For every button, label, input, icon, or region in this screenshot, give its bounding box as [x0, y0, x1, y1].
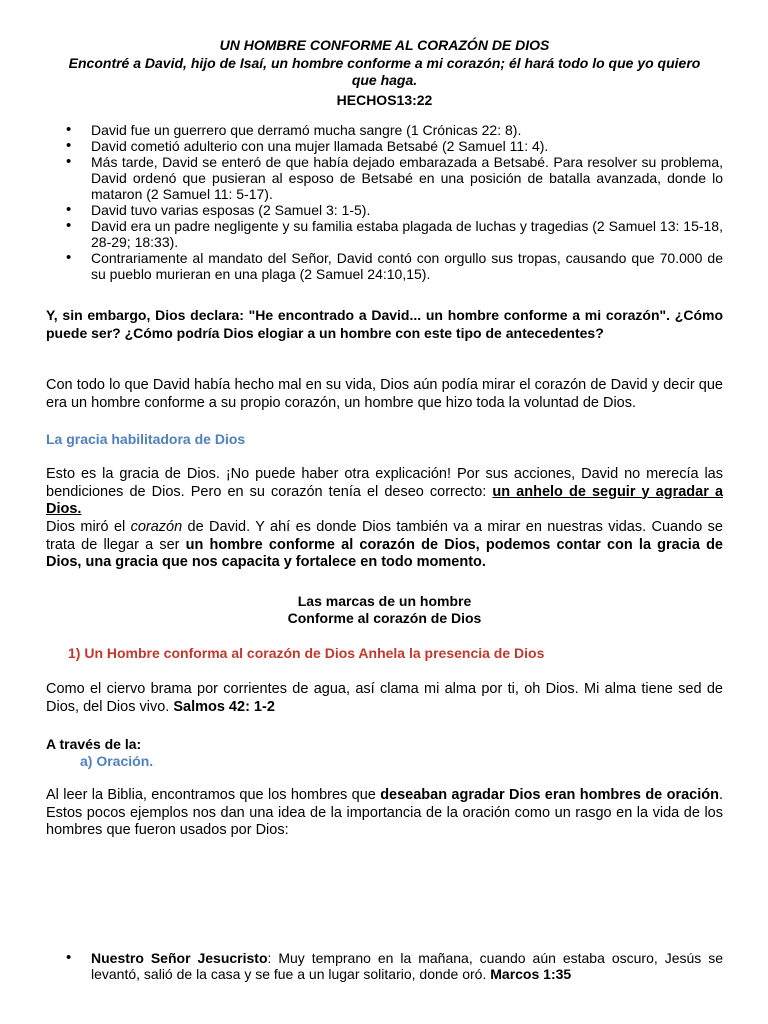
paragraph-text: de David. Y ahí es donde Dios también va a mirar en nuestras vidas. Cuando se trata de llegar a ser	[46, 519, 723, 553]
paragraph-prayer	[46, 787, 723, 840]
italic-word: corazón	[130, 519, 183, 535]
bold-text: un hombre conforme al corazón de Dios, podemos contar con la gracia de Dios, una gracia que nos capacita y fortalece en todo momento.	[46, 536, 723, 570]
document-title: UN HOMBRE CONFORME AL CORAZÓN DE DIOS	[219, 37, 550, 53]
question-paragraph: Y, sin embargo, Dios declara: "He encontrado a David... un hombre conforme a mi corazón". ¿Cómo puede ser? ¿Cómo podría Dios elogiar a un hombre con este tipo de antecedentes?	[46, 307, 723, 341]
paragraph-psalm	[46, 681, 723, 716]
list-item: • David tuvo varias esposas (2 Samuel 3: 1-5).	[46, 202, 723, 218]
paragraph-intro: Con todo lo que David había hecho mal en su vida, Dios aún podía mirar el corazón de David y decir que era un hombre conforme a su propio corazón, un hombre que hizo toda la voluntad de Dios.	[46, 377, 723, 411]
sub-heading-prayer: a) Oración.	[80, 753, 154, 769]
epigraph-reference: HECHOS13:22	[336, 92, 433, 108]
paragraph-text: Dios miró el	[46, 519, 131, 535]
list-item: • Más tarde, David se enteró de que había dejado embarazada a Betsabé. Para resolver su problema, David ordenó que pusieran al esposo de Betsabé en una posición de batalla avanzada, donde lo mataron (2 Samuel 11: 5-17).	[46, 154, 723, 202]
scripture-reference: Salmos 42: 1-2	[173, 698, 275, 715]
list-item: • David fue un guerrero que derramó mucha sangre (1 Crónicas 22: 8).	[46, 122, 723, 138]
list-item	[46, 950, 723, 982]
epigraph-quote: Encontré a David, hijo de Isaí, un hombre conforme a mi corazón; él hará todo lo que yo quiero que haga.	[68, 55, 701, 88]
example-list	[46, 950, 723, 982]
list-item: • Contrariamente al mandato del Señor, David contó con orgullo sus tropas, causando que 70.000 de su pueblo murieran en una plaga (2 Samuel 24:10,15).	[46, 250, 723, 282]
through-label: A través de la:	[46, 736, 142, 752]
example-text: : Muy temprano en la mañana, cuando aún estaba oscuro, Jesús se levantó, salió de la casa y se fue a un lugar solitario, donde oró.	[91, 950, 724, 982]
scripture-reference: Marcos 1:35	[490, 966, 572, 982]
marks-heading-line2: Conforme al corazón de Dios	[287, 610, 482, 626]
list-item: • David era un padre negligente y su familia estaba plagada de luchas y tragedias (2 Samuel 13: 15-18, 28-29; 18:33).	[46, 218, 723, 250]
paragraph-text: . Estos pocos ejemplos nos dan una idea de la importancia de la oración como un rasgo en la vida de los hombres que fueron usados por Dios:	[46, 787, 723, 838]
paragraph-text: Como el ciervo brama por corrientes de agua, así clama mi alma por ti, oh Dios. Mi alma tiene sed de Dios, del Dios vivo.	[46, 681, 723, 715]
paragraph-heart	[46, 519, 723, 572]
emphasis-text: un anhelo de seguir y agradar a Dios.	[46, 483, 724, 517]
list-item: • David cometió adulterio con una mujer llamada Betsabé (2 Samuel 11: 4).	[46, 138, 723, 154]
bullet-list	[46, 122, 723, 282]
paragraph-text: Esto es la gracia de Dios. ¡No puede haber otra explicación! Por sus acciones, David no merecía las bendiciones de Dios. Pero en su corazón tenía el deseo correcto:	[46, 466, 723, 500]
paragraph-text: Al leer la Biblia, encontramos que los hombres que	[46, 787, 381, 803]
paragraph-grace	[46, 466, 723, 519]
bold-text: deseaban agradar Dios eran hombres de oración	[380, 787, 719, 803]
marks-heading-line1: Las marcas de un hombre	[297, 593, 472, 609]
point-heading: 1) Un Hombre conforma al corazón de Dios Anhela la presencia de Dios	[68, 645, 545, 661]
section-heading: La gracia habilitadora de Dios	[46, 431, 246, 447]
example-name: Nuestro Señor Jesucristo	[91, 950, 268, 966]
